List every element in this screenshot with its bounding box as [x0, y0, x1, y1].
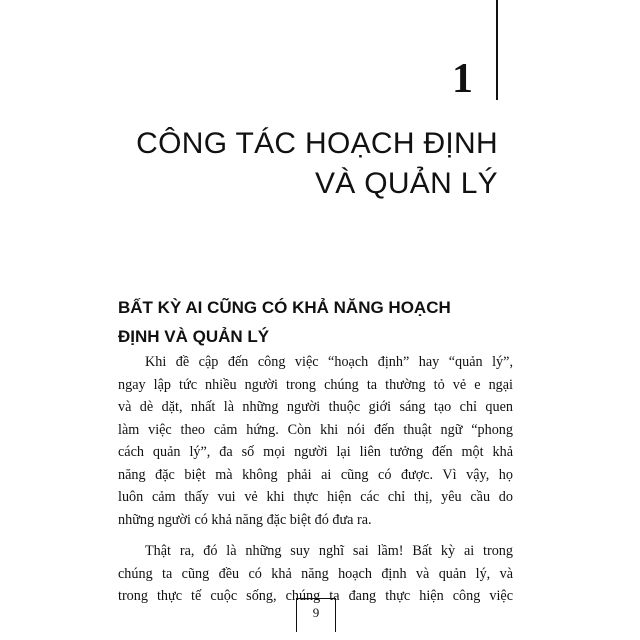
chapter-number: 1 [452, 56, 473, 102]
text-line: những người có khả năng đặc biệt đó đưa ra. [118, 511, 372, 528]
text-line: Thật ra, đó là những suy nghĩ sai lầm! Bất kỳ ai trong [145, 543, 513, 559]
chapter-title-line: VÀ QUẢN LÝ [314, 167, 498, 200]
chapter-vertical-rule [496, 0, 498, 100]
body-text [118, 351, 513, 617]
text-line: trong thực tế cuộc sống, chúng ta đang thực hiện công việc [118, 588, 513, 604]
chapter-title [98, 124, 498, 204]
page-number: 9 [296, 598, 336, 632]
text-line: luôn cảm thấy vui vẻ khi thực hiện các chỉ thị, yêu cầu do [118, 489, 513, 505]
text-line: ngay lập tức nhiều người trong chúng ta thường tỏ vẻ e ngại [118, 376, 513, 393]
paragraph [118, 351, 513, 531]
section-heading [118, 293, 518, 351]
text-line: chúng ta cũng đều có khả năng hoạch định và quản lý, và [118, 565, 513, 582]
text-line: năng đặc biệt mà không phải ai cũng có được. Vì vậy, họ [118, 466, 513, 483]
chapter-title-line: CÔNG TÁC HOẠCH ĐỊNH [136, 127, 498, 160]
text-line: cách quản lý”, đa số mọi người lại liên tưởng đến một khả [118, 444, 513, 460]
text-line: và dè dặt, nhất là những người thuộc giới sáng tạo chỉ quen [118, 399, 513, 415]
text-line: làm việc theo cảm hứng. Còn khi nói đến thuật ngữ “phong [118, 421, 513, 438]
section-heading-line: BẤT KỲ AI CŨNG CÓ KHẢ NĂNG HOẠCH [118, 298, 451, 317]
section-heading-line: ĐỊNH VÀ QUẢN LÝ [118, 327, 270, 346]
text-line: Khi đề cập đến công việc “hoạch định” hay “quản lý”, [145, 354, 513, 370]
